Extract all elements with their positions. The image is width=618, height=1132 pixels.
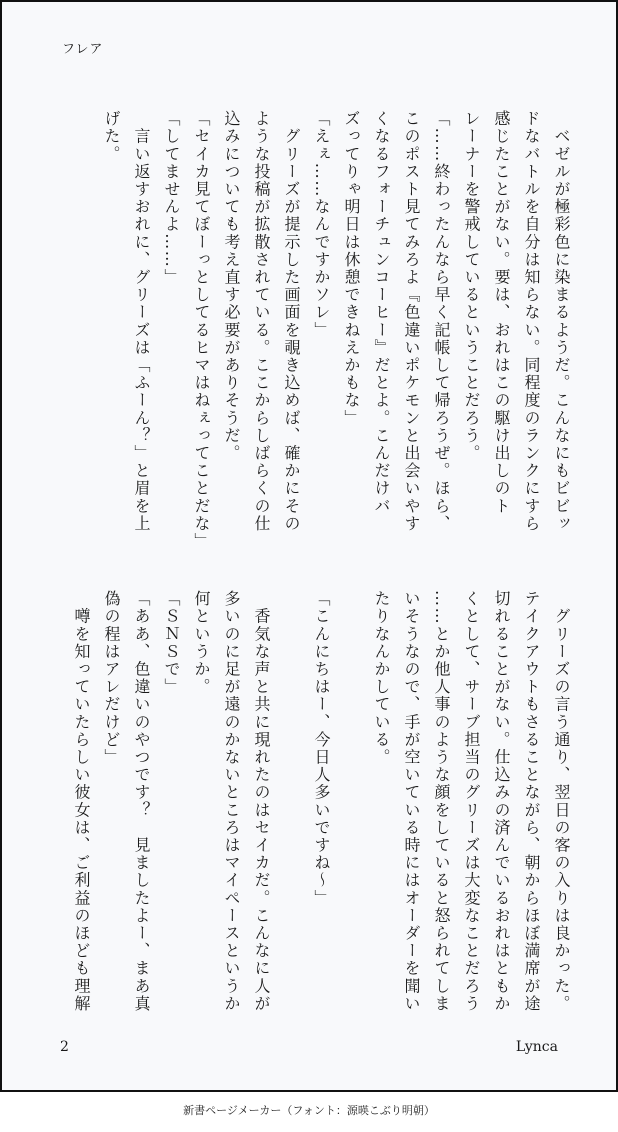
- text-line: ズってりゃ明日は休憩できねえかもな」: [342, 110, 361, 427]
- text-line: グリーズの言う通り、翌日の客の入りは良かった。: [552, 590, 571, 1013]
- text-line: ベゼルが極彩色に染まるようだ。こんなにもビビッ: [552, 110, 571, 533]
- text-line: 何というか。: [192, 590, 211, 696]
- text-line: 「してませんよ……」: [162, 110, 181, 286]
- page-number: 2: [60, 1039, 69, 1055]
- text-line: くなるフォーチュンコーヒー』だとよ。こんだけバ: [372, 110, 391, 515]
- text-line: 噂を知っていたらしい彼女は、ご利益のほども理解: [72, 590, 91, 1013]
- text-line: 「ああ、色違いのやつです？ 見ましたよー、まあ真: [132, 590, 151, 1013]
- text-block-upper: [96, 110, 576, 550]
- text-line: くとして、サーブ担当のグリーズは大変なことだろう: [462, 590, 481, 1013]
- running-header-title: フレア: [62, 42, 104, 57]
- text-line: グリーズが提示した画面を覗き込めば、確かにその: [282, 110, 301, 533]
- text-line: [336, 590, 366, 1010]
- text-line: 偽の程はアレだけど」: [102, 590, 121, 766]
- text-line: 込みについても考え直す必要がありそうだ。: [222, 110, 241, 462]
- text-line: 「えぇ……なんですかソレ」: [312, 110, 331, 339]
- text-line: 感じたことがない。要は、おれはこの駆け出しのト: [492, 110, 511, 515]
- text-line: レーナーを警戒しているということだろう。: [462, 110, 481, 462]
- text-line: 「ＳＮＳで」: [162, 590, 181, 696]
- text-line: ような投稿が拡散されている。ここからしばらくの仕: [252, 110, 271, 533]
- text-line: いそうなので、手が空いている時にはオーダーを聞い: [402, 590, 421, 1013]
- text-line: たりなんかしている。: [372, 590, 391, 766]
- text-line: 「こんにちはー、今日人多いですね〜」: [312, 590, 331, 907]
- text-line: 多いのに足が遠のかないところはマイペースというか: [222, 590, 241, 1013]
- text-line: 切れることがない。仕込みの済んでいるおれはともか: [492, 590, 511, 1013]
- text-line: ドなバトルを自分は知らない。同程度のランクにすら: [522, 110, 541, 533]
- text-line: 「セイカ見てぼーっとしてるヒマはねぇってことだな」: [192, 110, 211, 550]
- text-line: 香気な声と共に現れたのはセイカだ。こんなに人が: [252, 590, 271, 1013]
- text-block-lower: [66, 590, 576, 1013]
- text-line: ……とか他人事のような顔をしていると怒られてしま: [432, 590, 451, 1013]
- text-line: [276, 590, 306, 1010]
- author-name: Lynca: [515, 1039, 558, 1055]
- generator-caption: 新書ページメーカー（フォント：源暎こぶり明朝）: [183, 1104, 435, 1117]
- text-line: テイクアウトもさることながら、朝からほぼ満席が途: [522, 590, 541, 1013]
- text-line: 「……終わったんなら早く記帳して帰ろうぜ。ほら、: [432, 110, 451, 533]
- text-line: げた。: [102, 110, 121, 163]
- text-line: 言い返すおれに、グリーズは「ふーん？」と眉を上: [132, 110, 151, 533]
- text-line: このポスト見てみろよ『色違いポケモンと出会いやす: [402, 110, 421, 533]
